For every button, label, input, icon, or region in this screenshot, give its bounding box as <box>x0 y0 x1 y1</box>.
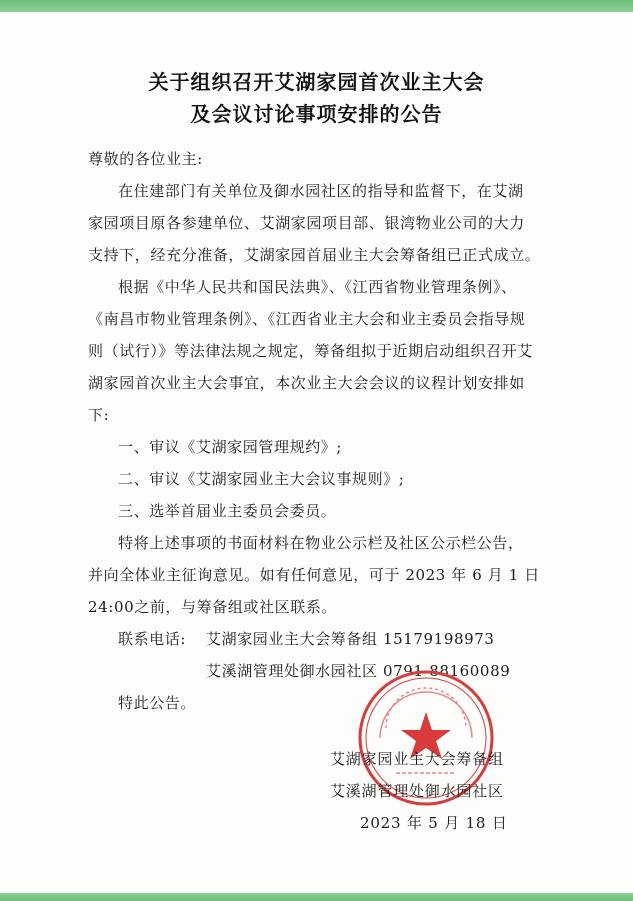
paragraph3-line: 特将上述事项的书面材料在物业公示栏及社区公示栏公告， <box>118 534 524 552</box>
contact-phone-2: 艾溪湖管理处御水园社区 0791-88160089 <box>206 662 511 680</box>
paragraph1-line: 支持下，经充分准备，艾湖家园首届业主大会筹备组已正式成立。 <box>88 246 541 264</box>
agenda-item: 三、选举首届业主委员会委员。 <box>118 502 337 520</box>
document-title-line2: 及会议讨论事项安排的公告 <box>190 102 443 126</box>
paragraph2-line: 下: <box>88 406 110 424</box>
bottom-green-bar <box>0 893 633 901</box>
paragraph2-line: 湖家园首次业主大会事宜，本次业主大会会议的议程计划安排如 <box>88 374 525 392</box>
contact-label: 联系电话: <box>118 630 187 648</box>
paragraph2-line: 则（试行）》等法律法规之规定，筹备组拟于近期启动组织召开艾 <box>88 342 533 360</box>
document-title-line1: 关于组织召开艾湖家园首次业主大会 <box>148 70 485 94</box>
paragraph2-line: 根据《中华人民共和国民法典》、《江西省物业管理条例》、 <box>118 278 517 296</box>
paragraph1-line: 在住建部门有关单位及御水园社区的指导和监督下，在艾湖 <box>118 182 524 200</box>
signature-community: 艾溪湖管理处御水园社区 <box>330 782 504 800</box>
salutation: 尊敬的各位业主: <box>88 150 203 168</box>
agenda-item: 二、审议《艾湖家园业主大会议事规则》; <box>118 470 405 488</box>
document-date: 2023 年 5 月 18 日 <box>360 814 508 832</box>
agenda-item: 一、审议《艾湖家园管理规约》; <box>118 438 343 456</box>
paragraph2-line: 《南昌市物业管理条例》、《江西省业主大会和业主委员会指导规 <box>88 310 526 328</box>
top-green-bar <box>0 0 633 12</box>
paragraph3-line: 24:00之前，与筹备组或社区联系。 <box>88 598 338 616</box>
closing-text: 特此公告。 <box>118 694 197 712</box>
signature-organizer: 艾湖家园业主大会筹备组 <box>330 750 504 768</box>
paragraph3-line: 并向全体业主征询意见。如有任何意见，可于 2023 年 6 月 1 日 <box>88 566 540 584</box>
paragraph1-line: 家园项目原各参建单位、艾湖家园项目部、银湾物业公司的大力 <box>88 214 525 232</box>
contact-phone-1: 艾湖家园业主大会筹备组 15179198973 <box>206 630 495 648</box>
